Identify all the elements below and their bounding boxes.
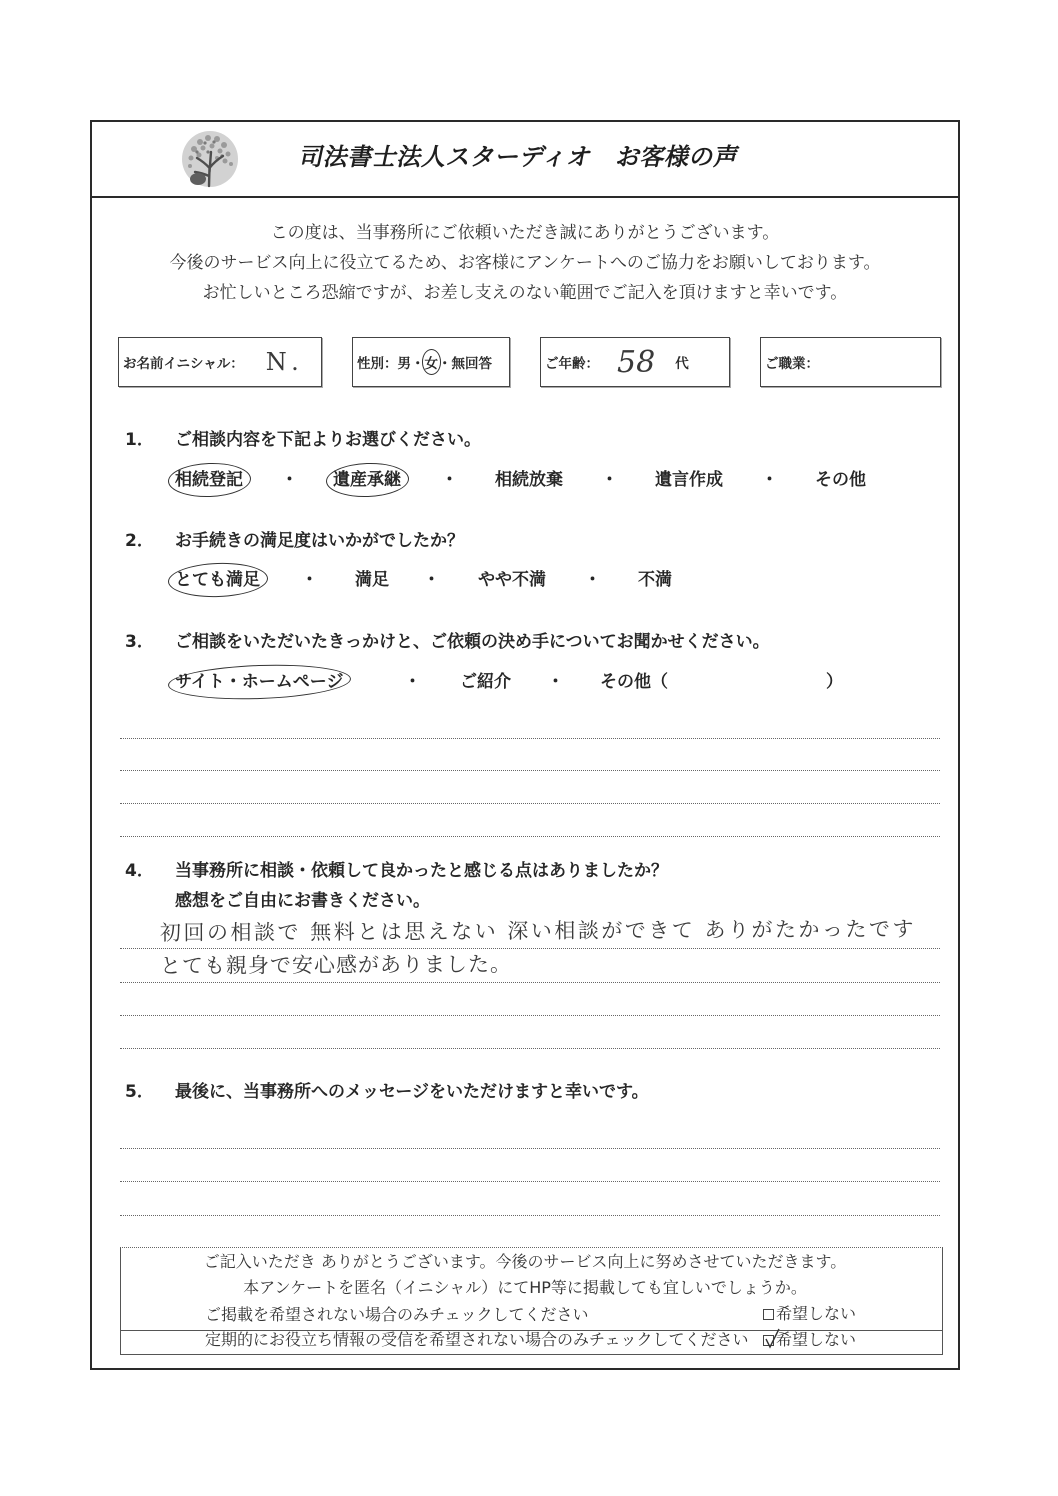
option-satisfied[interactable]: 満足 [355, 570, 389, 590]
option-separator: ・ [601, 470, 618, 490]
occupation-label: ご職業： [765, 356, 819, 372]
option-other[interactable] [600, 672, 668, 692]
gender-option-no-answer[interactable]: 無回答 [451, 356, 492, 372]
bracket-close: ） [826, 672, 843, 692]
age-field[interactable] [540, 337, 730, 387]
question-number: 5． [125, 1082, 154, 1102]
option-will-drafting[interactable]: 遺言作成 [655, 470, 723, 490]
option-dissatisfied[interactable]: 不満 [638, 570, 672, 590]
checkbox-label: 希望しない [776, 1330, 857, 1349]
gender-option-female[interactable]: 女 [425, 352, 439, 372]
option-inheritance-renunciation[interactable]: 相続放棄 [495, 470, 563, 490]
publish-optout-checkbox[interactable] [763, 1305, 856, 1323]
option-separator: ・ [281, 470, 298, 490]
bracket-open: （ [651, 672, 668, 692]
option-separator: ・ [441, 470, 458, 490]
publish-question: 本アンケートを匿名（イニシャル）にてHP等に掲載しても宜しいでしょうか。 [243, 1278, 807, 1297]
option-inheritance-registration[interactable]: 相続登記 [175, 470, 243, 490]
answer-line [120, 1048, 940, 1049]
newsletter-optout-checkbox[interactable] [763, 1331, 856, 1349]
name-initial-value: N. [265, 348, 305, 376]
option-estate-succession[interactable]: 遺産承継 [333, 470, 401, 490]
gender-separator: ・ [411, 356, 425, 372]
answer-line [120, 738, 940, 739]
question-text: お手続きの満足度はいかがでしたか？ [175, 531, 464, 551]
handwritten-answer-line: 初回の相談で 無料とは思えない 深い相談ができて ありがたかったです [159, 917, 917, 945]
question-text: ご相談内容を下記よりお選びください。 [175, 430, 481, 450]
name-initial-field[interactable] [118, 337, 322, 387]
answer-line [120, 836, 940, 837]
question-text: 最後に、当事務所へのメッセージをいただけますと幸いです。 [175, 1082, 649, 1102]
question-text: 当事務所に相談・依頼して良かったと感じる点はありましたか？ [175, 861, 668, 881]
checkbox-icon[interactable] [763, 1309, 774, 1320]
option-separator: ・ [301, 570, 318, 590]
option-other[interactable]: その他 [815, 470, 866, 490]
option-separator: ・ [761, 470, 778, 490]
gender-option-male[interactable]: 男 [397, 356, 411, 372]
question-text: ご相談をいただいたきっかけと、ご依頼の決め手についてお聞かせください。 [175, 632, 770, 652]
question-number: 2． [125, 531, 154, 551]
answer-line [120, 1215, 940, 1216]
survey-frame [90, 120, 960, 1370]
option-other-label: その他 [600, 672, 651, 692]
option-separator: ・ [584, 570, 601, 590]
question-number: 1． [125, 430, 154, 450]
tree-logo-icon [178, 128, 242, 192]
age-suffix: 代 [675, 356, 689, 372]
question-subtext: 感想をご自由にお書きください。 [175, 891, 430, 911]
intro-line: 今後のサービス向上に役立てるため、お客様にアンケートへのご協力をお願いしております。 [169, 253, 881, 273]
option-very-satisfied[interactable]: とても満足 [175, 570, 260, 590]
answer-line [120, 770, 940, 771]
intro-line: この度は、当事務所にご依頼いただき誠にありがとうございます。 [270, 223, 780, 243]
intro-line: お忙しいところ恐縮ですが、お差し支えのない範囲でご記入を頂けますと幸いです。 [202, 283, 848, 303]
publish-optout-text: ご掲載を希望されない場合のみチェックしてください [205, 1305, 589, 1324]
answer-line [120, 982, 940, 983]
answer-line [120, 1148, 940, 1149]
option-separator: ・ [547, 672, 564, 692]
question-number: 4． [125, 861, 154, 881]
check-mark-icon [763, 1327, 781, 1349]
option-separator: ・ [423, 570, 440, 590]
gender-separator: ・ [438, 356, 452, 372]
answer-line [120, 1181, 940, 1182]
gender-label: 性別： [357, 356, 398, 372]
checkbox-label: 希望しない [776, 1304, 857, 1323]
name-initial-label: お名前イニシャル： [123, 356, 244, 372]
page-title: 司法書士法人スターディオ お客様の声 [297, 143, 743, 171]
age-label: ご年齢： [545, 356, 599, 372]
question-number: 3． [125, 632, 154, 652]
occupation-field[interactable] [760, 337, 941, 387]
answer-line [120, 803, 940, 804]
age-value: 58 [617, 344, 656, 380]
option-website[interactable]: サイト・ホームページ [175, 672, 344, 692]
answer-line [120, 948, 940, 949]
newsletter-optout-text: 定期的にお役立ち情報の受信を希望されない場合のみチェックしてください [205, 1330, 749, 1349]
gender-field[interactable] [352, 337, 510, 387]
header-divider [90, 196, 960, 198]
thanks-message: ご記入いただき ありがとうございます。今後のサービス向上に努めさせていただきます。 [203, 1252, 847, 1271]
handwritten-answer-line: とても親身で安心感がありました。 [159, 952, 513, 978]
checkbox-icon[interactable] [763, 1335, 774, 1346]
option-referral[interactable]: ご紹介 [460, 672, 511, 692]
option-separator: ・ [404, 672, 421, 692]
answer-line [120, 1015, 940, 1016]
option-somewhat-dissatisfied[interactable]: やや不満 [478, 570, 546, 590]
